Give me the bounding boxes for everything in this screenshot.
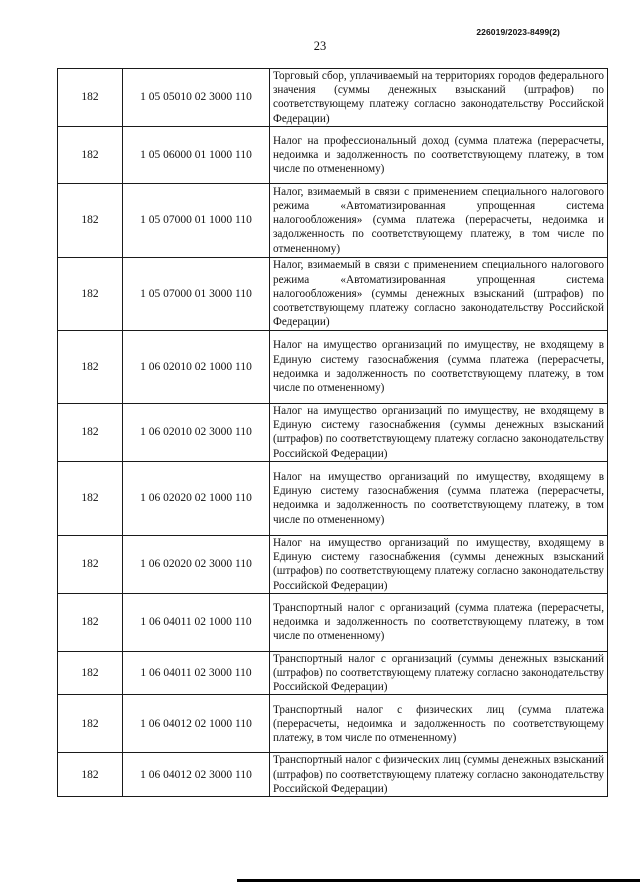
document-id: 226019/2023-8499(2) bbox=[476, 27, 560, 37]
table-row bbox=[58, 753, 608, 797]
table-row bbox=[58, 403, 608, 461]
admin-code-cell: 182 bbox=[58, 257, 123, 330]
table-row bbox=[58, 593, 608, 651]
description-cell: Транспортный налог с физических лиц (сумма платежа (перерасчеты, недоимка и задолженность по соответствующему платежу, в том числе по отмененному) bbox=[270, 695, 608, 753]
admin-code-cell: 182 bbox=[58, 753, 123, 797]
classification-code-cell: 1 05 06000 01 1000 110 bbox=[123, 126, 270, 183]
description-cell: Торговый сбор, уплачиваемый на территориях городов федерального значения (суммы денежных взысканий (штрафов) по соответствующему платежу согласно законодательству Российской Федерации) bbox=[270, 69, 608, 127]
classification-code-cell: 1 06 04011 02 3000 110 bbox=[123, 651, 270, 695]
admin-code-cell: 182 bbox=[58, 330, 123, 403]
description-cell: Налог на профессиональный доход (сумма платежа (перерасчеты, недоимка и задолженность по соответствующему платежу, в том числе по отмененному) bbox=[270, 126, 608, 183]
table-row bbox=[58, 330, 608, 403]
table-row bbox=[58, 183, 608, 257]
description-cell: Налог, взимаемый в связи с применением специального налогового режима «Автоматизированная упрощенная система налогообложения» (сумма платежа (перерасчеты, недоимка и задолженность по соответствующему платежу, в том числе по отмененному) bbox=[270, 183, 608, 257]
classification-code-cell: 1 06 04012 02 1000 110 bbox=[123, 695, 270, 753]
admin-code-cell: 182 bbox=[58, 461, 123, 535]
description-cell: Налог на имущество организаций по имуществу, входящему в Единую систему газоснабжения (сумма платежа (перерасчеты, недоимка и задолженность по соответствующему платежу, в том числе по отмененному) bbox=[270, 461, 608, 535]
admin-code-cell: 182 bbox=[58, 651, 123, 695]
table-row bbox=[58, 695, 608, 753]
table-row bbox=[58, 651, 608, 695]
table-row bbox=[58, 461, 608, 535]
admin-code-cell: 182 bbox=[58, 535, 123, 593]
admin-code-cell: 182 bbox=[58, 695, 123, 753]
admin-code-cell: 182 bbox=[58, 126, 123, 183]
table-row bbox=[58, 126, 608, 183]
classification-code-cell: 1 06 04011 02 1000 110 bbox=[123, 593, 270, 651]
classification-code-cell: 1 06 02010 02 3000 110 bbox=[123, 403, 270, 461]
classification-code-cell: 1 06 02020 02 3000 110 bbox=[123, 535, 270, 593]
admin-code-cell: 182 bbox=[58, 183, 123, 257]
description-cell: Транспортный налог с физических лиц (суммы денежных взысканий (штрафов) по соответствующему платежу согласно законодательству Российской Федерации) bbox=[270, 753, 608, 797]
classification-code-cell: 1 06 02010 02 1000 110 bbox=[123, 330, 270, 403]
table-row bbox=[58, 69, 608, 127]
admin-code-cell: 182 bbox=[58, 69, 123, 127]
classification-code-cell: 1 05 07000 01 3000 110 bbox=[123, 257, 270, 330]
classification-code-cell: 1 05 05010 02 3000 110 bbox=[123, 69, 270, 127]
classification-code-cell: 1 06 04012 02 3000 110 bbox=[123, 753, 270, 797]
admin-code-cell: 182 bbox=[58, 593, 123, 651]
table-row bbox=[58, 257, 608, 330]
description-cell: Налог на имущество организаций по имуществу, не входящему в Единую систему газоснабжения (суммы денежных взысканий (штрафов) по соответствующему платежу согласно законодательству Российской Федерации) bbox=[270, 403, 608, 461]
classification-code-cell: 1 05 07000 01 1000 110 bbox=[123, 183, 270, 257]
description-cell: Транспортный налог с организаций (суммы денежных взысканий (штрафов) по соответствующему платежу согласно законодательству Российской Федерации) bbox=[270, 651, 608, 695]
table-row bbox=[58, 535, 608, 593]
description-cell: Налог на имущество организаций по имуществу, не входящему в Единую систему газоснабжения (сумма платежа (перерасчеты, недоимка и задолженность по соответствующему платежу, в том числе по отмененному) bbox=[270, 330, 608, 403]
admin-code-cell: 182 bbox=[58, 403, 123, 461]
page-number: 23 bbox=[313, 39, 327, 53]
budget-codes-table bbox=[57, 68, 608, 797]
description-cell: Налог, взимаемый в связи с применением специального налогового режима «Автоматизированная упрощенная система налогообложения» (суммы денежных взысканий (штрафов) по соответствующему платежу согласно законодательству Российской Федерации) bbox=[270, 257, 608, 330]
classification-code-cell: 1 06 02020 02 1000 110 bbox=[123, 461, 270, 535]
description-cell: Транспортный налог с организаций (сумма платежа (перерасчеты, недоимка и задолженность по соответствующему платежу, в том числе по отмененному) bbox=[270, 593, 608, 651]
description-cell: Налог на имущество организаций по имуществу, входящему в Единую систему газоснабжения (суммы денежных взысканий (штрафов) по соответствующему платежу согласно законодательству Российской Федерации) bbox=[270, 535, 608, 593]
